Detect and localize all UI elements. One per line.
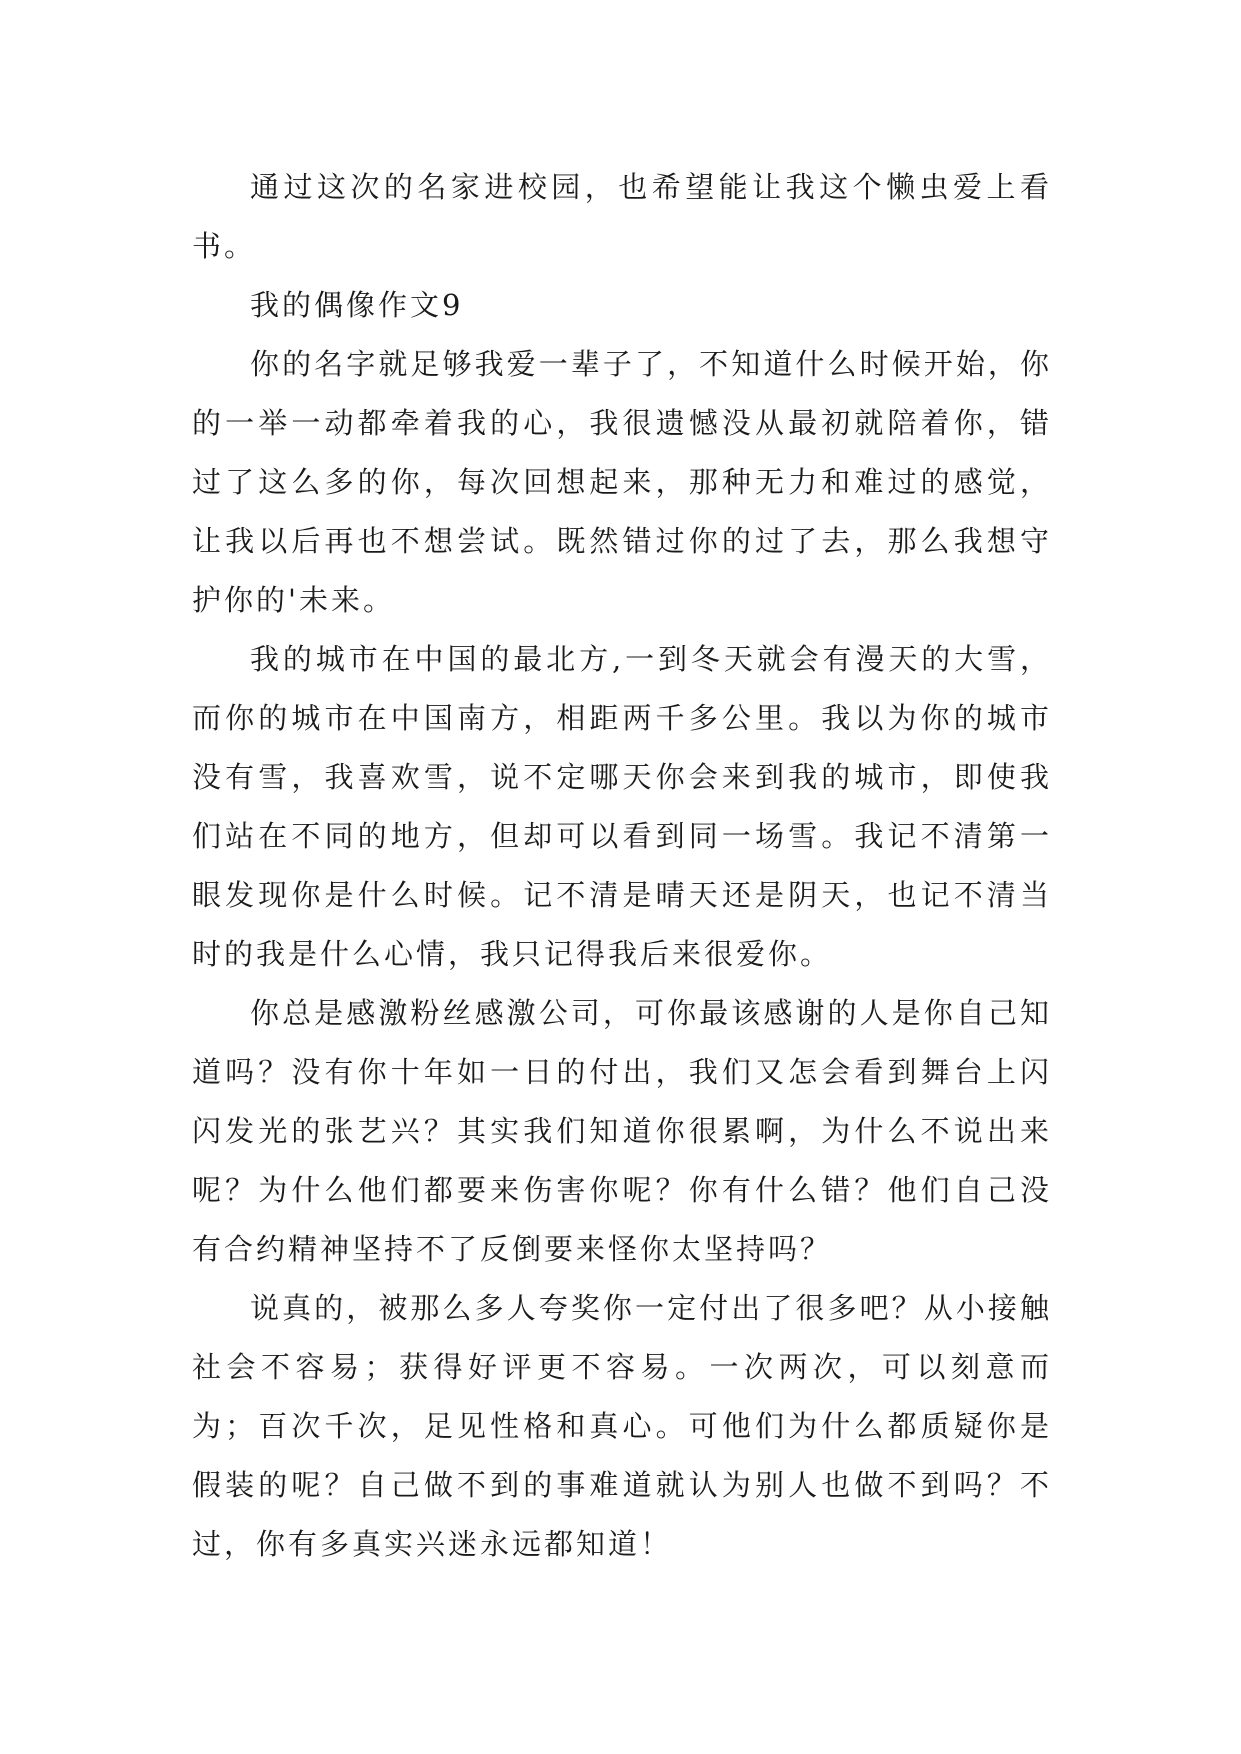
paragraph-intro-end: 通过这次的名家进校园，也希望能让我这个懒虫爱上看书。 — [192, 170, 1052, 263]
document-body — [192, 158, 1052, 1574]
paragraph-city: 我的城市在中国的最北方,一到冬天就会有漫天的大雪，而你的城市在中国南方，相距两千多公里。我以为你的城市没有雪，我喜欢雪，说不定哪天你会来到我的城市，即使我们站在不同的地方，但却可以看到同一场雪。我记不清第一眼发现你是什么时候。记不清是晴天还是阴天，也记不清当时的我是什么心情，我只记得我后来很爱你。 — [192, 642, 1052, 971]
paragraph-name: 你的名字就足够我爱一辈子了，不知道什么时候开始，你的一举一动都牵着我的心，我很遗憾没从最初就陪着你，错过了这么多的你，每次回想起来，那种无力和难过的感觉，让我以后再也不想尝试。既然错过你的过了去，那么我想守护你的'未来。 — [192, 347, 1052, 617]
essay-heading: 我的偶像作文9 — [250, 288, 464, 322]
paragraph-gratitude: 你总是感激粉丝感激公司，可你最该感谢的人是你自己知道吗？没有你十年如一日的付出，我们又怎会看到舞台上闪闪发光的张艺兴？其实我们知道你很累啊，为什么不说出来呢？为什么他们都要来伤害你呢？你有什么错？他们自己没有合约精神坚持不了反倒要来怪你太坚持吗？ — [192, 996, 1052, 1266]
paragraph-praise: 说真的，被那么多人夸奖你一定付出了很多吧？从小接触社会不容易；获得好评更不容易。一次两次，可以刻意而为；百次千次，足见性格和真心。可他们为什么都质疑你是假装的呢？自己做不到的事难道就认为别人也做不到吗？不过，你有多真实兴迷永远都知道！ — [192, 1291, 1052, 1561]
